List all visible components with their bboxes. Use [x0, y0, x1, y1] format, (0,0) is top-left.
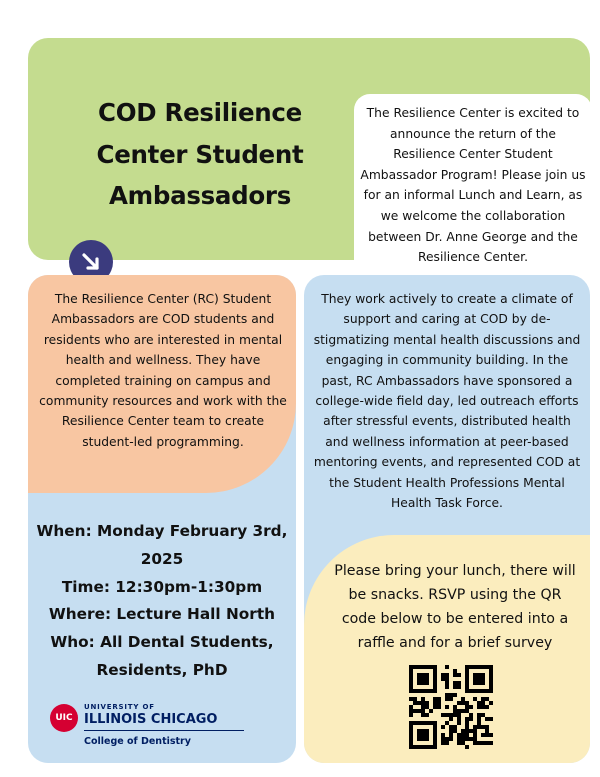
- logo-university-of: UNIVERSITY OF: [84, 703, 155, 711]
- logo-university-name: ILLINOIS CHICAGO: [84, 712, 218, 727]
- event-where: Where: Lecture Hall North: [48, 605, 276, 624]
- logo-college: College of Dentistry: [84, 736, 191, 747]
- event-time: Time: 12:30pm-1:30pm: [61, 577, 263, 596]
- event-when: When: Monday February 3rd, 2025: [36, 522, 288, 568]
- event-details: [36, 518, 288, 685]
- uic-logo: [50, 700, 250, 750]
- qr-code-icon[interactable]: [409, 665, 493, 749]
- activities-text: They work actively to create a climate of support and caring at COD by de-stigmatizing mental health discussions and engaging in community building. In the past, RC Ambassadors have sponsored a college-wide field day, led outreach efforts after stressful events, distributed health and wellness information at peer-based mentoring events, and represented COD at the Student Health Professions Mental Health Task Force.: [313, 292, 581, 511]
- announcement-box: [354, 94, 592, 276]
- rsvp-text: Please bring your lunch, there will be snacks. RSVP using the QR code below to be entered into a raffle and for a brief survey: [334, 563, 576, 651]
- left-column: [28, 275, 296, 763]
- right-column: [304, 275, 590, 763]
- uic-badge: UIC: [50, 704, 78, 732]
- announcement-text: The Resilience Center is excited to announce the return of the Resilience Center Student Ambassador Program! Please join us for an informal Lunch and Learn, as we welcome the collaboration between Dr. Anne George and the Resilience Center.: [360, 106, 586, 265]
- logo-divider: [84, 730, 244, 731]
- description-panel: [28, 275, 296, 493]
- event-who: Who: All Dental Students, Residents, PhD: [50, 633, 274, 679]
- page-title: COD Resilience Center Student Ambassadors: [96, 98, 304, 211]
- rc-description: The Resilience Center (RC) Student Ambassadors are COD students and residents who are interested in mental health and wellness. They have completed training on campus and community resources and work with the Resilience Center team to create student-led programming.: [39, 292, 287, 449]
- header-panel: [28, 38, 590, 265]
- rsvp-panel: [304, 535, 590, 763]
